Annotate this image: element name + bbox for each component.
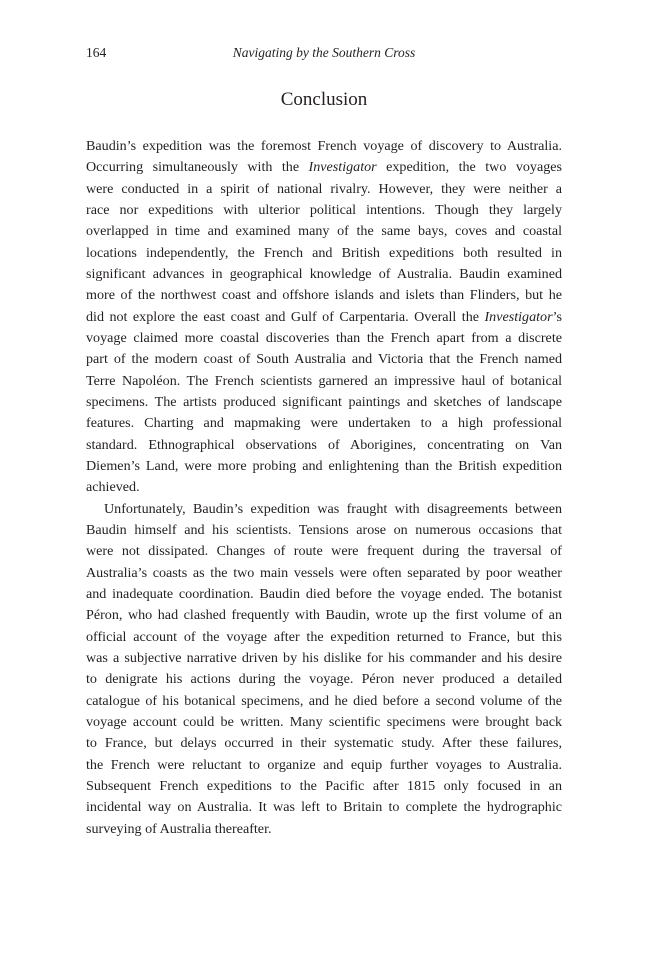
text-run: were conducted in a spirit of national rivalry. However, they were neither a: [86, 180, 562, 197]
text-run: more of the northwest coast and offshore islands and islets than Flinders, but he: [86, 287, 562, 304]
page-number: 164: [86, 45, 107, 60]
text-line: [86, 627, 562, 648]
text-line: [86, 392, 562, 413]
text-run: voyage account could be written. Many scientific specimens were brought back: [86, 713, 562, 730]
body-text: [86, 136, 562, 840]
text-line: [86, 733, 562, 754]
text-run: catalogue of his botanical specimens, and he died before a second volume of the: [86, 692, 562, 709]
text-line: [86, 669, 562, 690]
text-run: part of the modern coast of South Australia and Victoria that the French named: [86, 351, 562, 368]
text-run: Occurring simultaneously with the: [86, 159, 309, 176]
text-run: significant advances in geographical knowledge of Australia. Baudin examined: [86, 265, 562, 282]
paragraph: [86, 499, 562, 840]
section-title: Conclusion: [280, 89, 368, 110]
paragraph: [86, 136, 562, 499]
text-line: [86, 157, 562, 178]
italic-ship-name: Investigator: [308, 159, 377, 176]
text-line: [86, 456, 562, 477]
text-line: [86, 285, 562, 306]
text-run: was a subjective narrative driven by his dislike for his commander and his desire: [86, 649, 562, 666]
text-line: [86, 584, 562, 605]
text-line: [86, 691, 562, 712]
text-line: [86, 264, 562, 285]
text-run: Subsequent French expeditions to the Pacific after 1815 only focused in an: [86, 777, 562, 794]
text-run: achieved.: [86, 479, 140, 496]
text-run: and inadequate coordination. Baudin died before the voyage ended. The botanist: [86, 585, 562, 602]
text-line: [86, 541, 562, 562]
text-line: [86, 328, 562, 349]
running-head: [86, 45, 562, 65]
text-run: features. Charting and mapmaking were undertaken to a high professional: [86, 415, 562, 432]
text-line: [86, 413, 562, 434]
text-line: [86, 136, 562, 157]
text-line: [86, 819, 562, 840]
text-run: Baudin’s expedition was the foremost French voyage of discovery to Australia.: [86, 138, 562, 154]
text-run: were not dissipated. Changes of route were frequent during the traversal of: [86, 543, 562, 560]
text-run: Australia’s coasts as the two main vessels were often separated by poor weather: [86, 564, 562, 581]
text-line: [86, 648, 562, 669]
text-run: to denigrate his actions during the voyage. Péron never produced a detailed: [86, 671, 562, 688]
text-line: [86, 755, 562, 776]
text-line: [86, 349, 562, 370]
text-run: official account of the voyage after the expedition returned to France, but this: [86, 628, 562, 645]
text-run: standard. Ethnographical observations of Aborigines, concentrating on Van: [86, 436, 562, 453]
text-run: incidental way on Australia. It was left to Britain to complete the hydrographic: [86, 799, 562, 816]
text-line: [86, 477, 562, 498]
text-line: [86, 499, 562, 520]
text-run: to France, but delays occurred in their systematic study. After these failures,: [86, 735, 562, 752]
text-line: [86, 520, 562, 541]
text-run: surveying of Australia thereafter.: [86, 820, 272, 837]
text-line: [86, 605, 562, 626]
text-line: [86, 200, 562, 221]
text-line: [86, 371, 562, 392]
text-run: voyage claimed more coastal discoveries than the French apart from a discrete: [86, 329, 562, 346]
text-run: expedition, the two voyages: [376, 159, 563, 176]
italic-ship-name: Investigator: [484, 308, 553, 325]
text-line: [86, 179, 562, 200]
text-line: [86, 221, 562, 242]
running-title: Navigating by the Southern Cross: [232, 45, 416, 60]
text-line: [86, 797, 562, 818]
text-run: specimens. The artists produced significant paintings and sketches of landscape: [86, 393, 562, 410]
text-line: [86, 712, 562, 733]
text-line: [86, 563, 562, 584]
text-line: [86, 307, 562, 328]
text-run: Terre Napoléon. The French scientists garnered an impressive haul of botanical: [86, 372, 562, 389]
text-run: Diemen’s Land, were more probing and enlightening than the British expedition: [86, 457, 562, 474]
text-line: [86, 435, 562, 456]
text-run: Baudin himself and his scientists. Tensions arose on numerous occasions that: [86, 521, 562, 538]
text-run: Unfortunately, Baudin’s expedition was fraught with disagreements between: [104, 500, 562, 517]
text-run: locations independently, the French and British expeditions both resulted in: [86, 244, 562, 261]
text-run: the French were reluctant to organize and equip further voyages to Australia.: [86, 756, 562, 773]
text-run: race nor expeditions with ulterior political intentions. Though they largely: [86, 201, 562, 218]
text-run: Péron, who had clashed frequently with Baudin, wrote up the first volume of an: [86, 607, 562, 624]
text-run: overlapped in time and examined many of the same bays, coves and coastal: [86, 223, 562, 240]
text-run: ’s: [552, 308, 562, 325]
text-line: [86, 776, 562, 797]
text-line: [86, 243, 562, 264]
text-run: did not explore the east coast and Gulf of Carpentaria. Overall the: [86, 308, 485, 325]
